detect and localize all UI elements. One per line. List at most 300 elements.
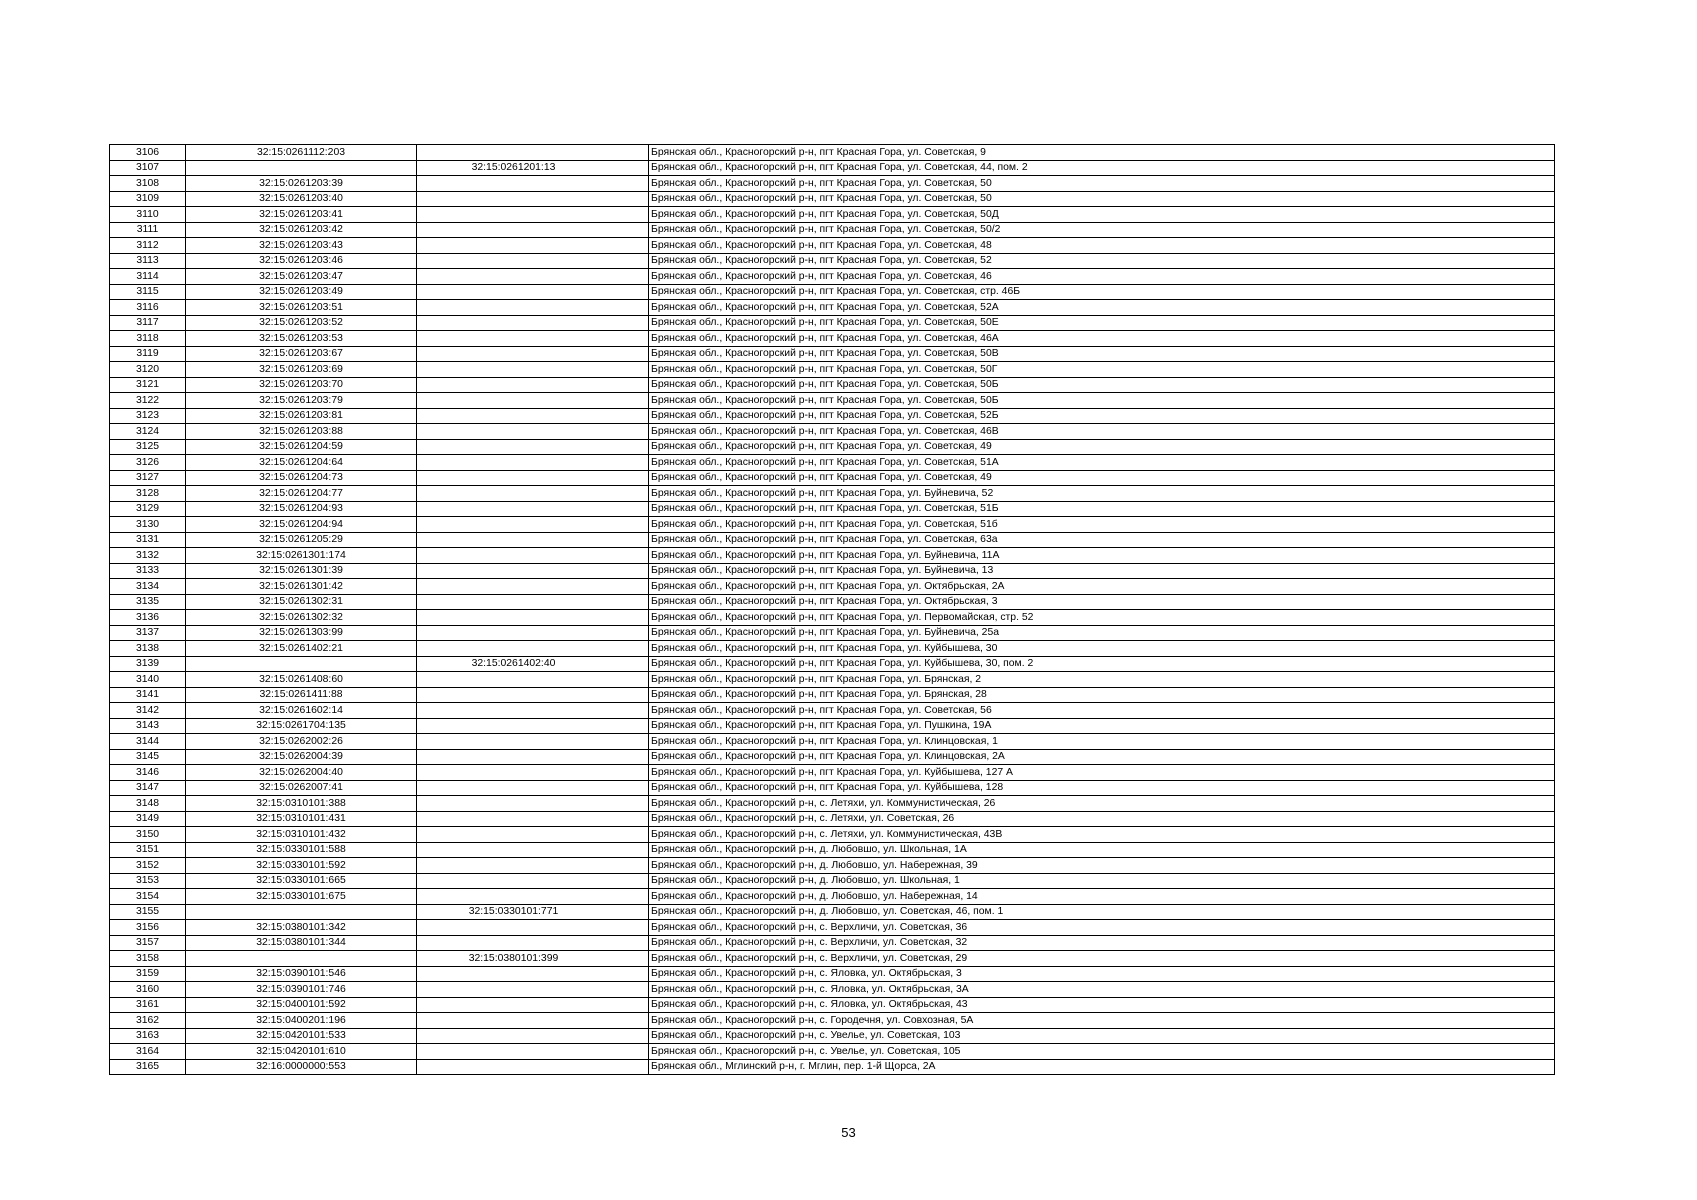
row-number-cell: 3139 — [110, 656, 186, 672]
address-cell: Брянская обл., Красногорский р-н, пгт Красная Гора, ул. Советская, 50 — [649, 176, 1555, 192]
table-row — [110, 904, 1555, 920]
premise-cadastral-number-cell — [417, 563, 649, 579]
premise-cadastral-number-cell — [417, 532, 649, 548]
row-number-cell: 3143 — [110, 718, 186, 734]
premise-cadastral-number-cell — [417, 346, 649, 362]
premise-cadastral-number-cell — [417, 641, 649, 657]
row-number-cell: 3142 — [110, 703, 186, 719]
address-cell: Брянская обл., Красногорский р-н, с. Верхличи, ул. Советская, 32 — [649, 935, 1555, 951]
table-row — [110, 284, 1555, 300]
premise-cadastral-number-cell — [417, 827, 649, 843]
premise-cadastral-number-cell — [417, 470, 649, 486]
table-row — [110, 703, 1555, 719]
table-row — [110, 269, 1555, 285]
cadastral-number-cell: 32:15:0261203:43 — [186, 238, 417, 254]
row-number-cell: 3120 — [110, 362, 186, 378]
address-cell: Брянская обл., Красногорский р-н, с. Летяхи, ул. Советская, 26 — [649, 811, 1555, 827]
table-row — [110, 858, 1555, 874]
table-row — [110, 982, 1555, 998]
row-number-cell: 3106 — [110, 145, 186, 161]
cadastral-number-cell: 32:15:0261203:69 — [186, 362, 417, 378]
premise-cadastral-number-cell: 32:15:0261201:13 — [417, 160, 649, 176]
table-row — [110, 145, 1555, 161]
registry-table — [109, 144, 1555, 1075]
table-row — [110, 532, 1555, 548]
address-cell: Брянская обл., Красногорский р-н, с. Летяхи, ул. Коммунистическая, 43В — [649, 827, 1555, 843]
row-number-cell: 3144 — [110, 734, 186, 750]
table-row — [110, 408, 1555, 424]
table-row — [110, 548, 1555, 564]
address-cell: Брянская обл., Красногорский р-н, пгт Красная Гора, ул. Советская, 51б — [649, 517, 1555, 533]
premise-cadastral-number-cell — [417, 269, 649, 285]
cadastral-number-cell: 32:15:0262004:40 — [186, 765, 417, 781]
row-number-cell: 3150 — [110, 827, 186, 843]
address-cell: Брянская обл., Красногорский р-н, пгт Красная Гора, ул. Советская, 50/2 — [649, 222, 1555, 238]
premise-cadastral-number-cell — [417, 935, 649, 951]
row-number-cell: 3134 — [110, 579, 186, 595]
table-row — [110, 563, 1555, 579]
cadastral-number-cell: 32:15:0261303:99 — [186, 625, 417, 641]
table-row — [110, 455, 1555, 471]
cadastral-number-cell: 32:15:0261203:67 — [186, 346, 417, 362]
row-number-cell: 3163 — [110, 1028, 186, 1044]
table-row — [110, 1044, 1555, 1060]
cadastral-number-cell: 32:15:0310101:432 — [186, 827, 417, 843]
cadastral-number-cell: 32:15:0261203:46 — [186, 253, 417, 269]
premise-cadastral-number-cell — [417, 749, 649, 765]
table-row — [110, 687, 1555, 703]
cadastral-number-cell: 32:15:0261302:32 — [186, 610, 417, 626]
address-cell: Брянская обл., Красногорский р-н, пгт Красная Гора, ул. Буйневича, 13 — [649, 563, 1555, 579]
row-number-cell: 3159 — [110, 966, 186, 982]
cadastral-number-cell: 32:15:0261203:88 — [186, 424, 417, 440]
row-number-cell: 3154 — [110, 889, 186, 905]
cadastral-number-cell: 32:15:0261203:81 — [186, 408, 417, 424]
cadastral-number-cell: 32:15:0261204:93 — [186, 501, 417, 517]
row-number-cell: 3156 — [110, 920, 186, 936]
table-row — [110, 160, 1555, 176]
page-number: 53 — [841, 1125, 856, 1140]
row-number-cell: 3110 — [110, 207, 186, 223]
cadastral-number-cell: 32:15:0262002:26 — [186, 734, 417, 750]
premise-cadastral-number-cell — [417, 687, 649, 703]
row-number-cell: 3160 — [110, 982, 186, 998]
premise-cadastral-number-cell — [417, 610, 649, 626]
premise-cadastral-number-cell — [417, 780, 649, 796]
address-cell: Брянская обл., Красногорский р-н, пгт Красная Гора, ул. Буйневича, 52 — [649, 486, 1555, 502]
address-cell: Брянская обл., Красногорский р-н, пгт Красная Гора, ул. Советская, 51А — [649, 455, 1555, 471]
address-cell: Брянская обл., Красногорский р-н, с. Верхличи, ул. Советская, 29 — [649, 951, 1555, 967]
table-row — [110, 346, 1555, 362]
table-row — [110, 625, 1555, 641]
row-number-cell: 3132 — [110, 548, 186, 564]
address-cell: Брянская обл., Красногорский р-н, д. Любовшо, ул. Набережная, 14 — [649, 889, 1555, 905]
premise-cadastral-number-cell — [417, 191, 649, 207]
address-cell: Брянская обл., Красногорский р-н, пгт Красная Гора, ул. Октябрьская, 3 — [649, 594, 1555, 610]
premise-cadastral-number-cell — [417, 873, 649, 889]
premise-cadastral-number-cell — [417, 377, 649, 393]
cadastral-number-cell: 32:15:0261301:39 — [186, 563, 417, 579]
row-number-cell: 3145 — [110, 749, 186, 765]
table-row — [110, 1059, 1555, 1075]
row-number-cell: 3152 — [110, 858, 186, 874]
cadastral-number-cell: 32:15:0261204:77 — [186, 486, 417, 502]
row-number-cell: 3149 — [110, 811, 186, 827]
row-number-cell: 3141 — [110, 687, 186, 703]
address-cell: Брянская обл., Красногорский р-н, пгт Красная Гора, ул. Советская, 50Г — [649, 362, 1555, 378]
table-row — [110, 377, 1555, 393]
address-cell: Брянская обл., Красногорский р-н, пгт Красная Гора, ул. Советская, 50 — [649, 191, 1555, 207]
row-number-cell: 3123 — [110, 408, 186, 424]
premise-cadastral-number-cell — [417, 718, 649, 734]
cadastral-number-cell: 32:15:0330101:588 — [186, 842, 417, 858]
cadastral-number-cell: 32:15:0261402:21 — [186, 641, 417, 657]
table-row — [110, 796, 1555, 812]
address-cell: Брянская обл., Красногорский р-н, пгт Красная Гора, ул. Советская, 50Е — [649, 315, 1555, 331]
cadastral-number-cell: 32:15:0261408:60 — [186, 672, 417, 688]
table-row — [110, 1028, 1555, 1044]
row-number-cell: 3162 — [110, 1013, 186, 1029]
address-cell: Брянская обл., Красногорский р-н, с. Летяхи, ул. Коммунистическая, 26 — [649, 796, 1555, 812]
row-number-cell: 3153 — [110, 873, 186, 889]
premise-cadastral-number-cell — [417, 889, 649, 905]
address-cell: Брянская обл., Красногорский р-н, пгт Красная Гора, ул. Советская, 52Б — [649, 408, 1555, 424]
address-cell: Брянская обл., Красногорский р-н, с. Яловка, ул. Октябрьская, 43 — [649, 997, 1555, 1013]
table-row — [110, 517, 1555, 533]
premise-cadastral-number-cell — [417, 393, 649, 409]
table-row — [110, 331, 1555, 347]
cadastral-number-cell: 32:15:0261203:70 — [186, 377, 417, 393]
row-number-cell: 3133 — [110, 563, 186, 579]
row-number-cell: 3131 — [110, 532, 186, 548]
cadastral-number-cell: 32:15:0261204:73 — [186, 470, 417, 486]
premise-cadastral-number-cell — [417, 858, 649, 874]
table-row — [110, 300, 1555, 316]
table-row — [110, 889, 1555, 905]
cadastral-number-cell: 32:15:0390101:746 — [186, 982, 417, 998]
row-number-cell: 3158 — [110, 951, 186, 967]
address-cell: Брянская обл., Красногорский р-н, пгт Красная Гора, ул. Октябрьская, 2А — [649, 579, 1555, 595]
cadastral-number-cell: 32:15:0261203:42 — [186, 222, 417, 238]
address-cell: Брянская обл., Красногорский р-н, пгт Красная Гора, ул. Советская, 52 — [649, 253, 1555, 269]
address-cell: Брянская обл., Красногорский р-н, пгт Красная Гора, ул. Куйбышева, 127 А — [649, 765, 1555, 781]
cadastral-number-cell: 32:15:0261204:64 — [186, 455, 417, 471]
table-row — [110, 191, 1555, 207]
premise-cadastral-number-cell — [417, 920, 649, 936]
cadastral-number-cell: 32:15:0262004:39 — [186, 749, 417, 765]
premise-cadastral-number-cell — [417, 222, 649, 238]
row-number-cell: 3148 — [110, 796, 186, 812]
address-cell: Брянская обл., Красногорский р-н, д. Любовшо, ул. Школьная, 1А — [649, 842, 1555, 858]
premise-cadastral-number-cell — [417, 501, 649, 517]
cadastral-number-cell: 32:15:0261302:31 — [186, 594, 417, 610]
row-number-cell: 3151 — [110, 842, 186, 858]
address-cell: Брянская обл., Красногорский р-н, с. Увелье, ул. Советская, 105 — [649, 1044, 1555, 1060]
cadastral-number-cell: 32:15:0420101:533 — [186, 1028, 417, 1044]
address-cell: Брянская обл., Красногорский р-н, пгт Красная Гора, ул. Советская, 48 — [649, 238, 1555, 254]
premise-cadastral-number-cell — [417, 253, 649, 269]
cadastral-number-cell: 32:15:0261205:29 — [186, 532, 417, 548]
cadastral-number-cell: 32:15:0261203:39 — [186, 176, 417, 192]
premise-cadastral-number-cell — [417, 842, 649, 858]
table-row — [110, 641, 1555, 657]
table-row — [110, 610, 1555, 626]
address-cell: Брянская обл., Красногорский р-н, пгт Красная Гора, ул. Советская, 52А — [649, 300, 1555, 316]
premise-cadastral-number-cell — [417, 594, 649, 610]
premise-cadastral-number-cell — [417, 548, 649, 564]
cadastral-number-cell: 32:15:0420101:610 — [186, 1044, 417, 1060]
address-cell: Брянская обл., Красногорский р-н, пгт Красная Гора, ул. Советская, 9 — [649, 145, 1555, 161]
row-number-cell: 3130 — [110, 517, 186, 533]
cadastral-number-cell — [186, 951, 417, 967]
cadastral-number-cell: 32:16:0000000:553 — [186, 1059, 417, 1075]
address-cell: Брянская обл., Красногорский р-н, д. Любовшо, ул. Советская, 46, пом. 1 — [649, 904, 1555, 920]
table-row — [110, 842, 1555, 858]
premise-cadastral-number-cell — [417, 284, 649, 300]
premise-cadastral-number-cell — [417, 486, 649, 502]
row-number-cell: 3126 — [110, 455, 186, 471]
table-row — [110, 873, 1555, 889]
cadastral-number-cell: 32:15:0380101:342 — [186, 920, 417, 936]
table-row — [110, 501, 1555, 517]
premise-cadastral-number-cell — [417, 145, 649, 161]
row-number-cell: 3111 — [110, 222, 186, 238]
address-cell: Брянская обл., Красногорский р-н, пгт Красная Гора, ул. Куйбышева, 30 — [649, 641, 1555, 657]
premise-cadastral-number-cell — [417, 176, 649, 192]
table-row — [110, 672, 1555, 688]
cadastral-number-cell — [186, 656, 417, 672]
address-cell: Брянская обл., Красногорский р-н, пгт Красная Гора, ул. Советская, 63а — [649, 532, 1555, 548]
row-number-cell: 3108 — [110, 176, 186, 192]
table-row — [110, 579, 1555, 595]
address-cell: Брянская обл., Мглинский р-н, г. Мглин, пер. 1-й Щорса, 2А — [649, 1059, 1555, 1075]
table-row — [110, 935, 1555, 951]
address-cell: Брянская обл., Красногорский р-н, пгт Красная Гора, ул. Советская, 50Б — [649, 377, 1555, 393]
table-row — [110, 362, 1555, 378]
premise-cadastral-number-cell — [417, 765, 649, 781]
address-cell: Брянская обл., Красногорский р-н, пгт Красная Гора, ул. Советская, 56 — [649, 703, 1555, 719]
cadastral-number-cell: 32:15:0261112:203 — [186, 145, 417, 161]
table-row — [110, 718, 1555, 734]
row-number-cell: 3146 — [110, 765, 186, 781]
row-number-cell: 3164 — [110, 1044, 186, 1060]
address-cell: Брянская обл., Красногорский р-н, с. Увелье, ул. Советская, 103 — [649, 1028, 1555, 1044]
table-row — [110, 486, 1555, 502]
cadastral-number-cell: 32:15:0261203:52 — [186, 315, 417, 331]
table-row — [110, 315, 1555, 331]
premise-cadastral-number-cell — [417, 517, 649, 533]
address-cell: Брянская обл., Красногорский р-н, с. Яловка, ул. Октябрьская, 3 — [649, 966, 1555, 982]
premise-cadastral-number-cell — [417, 1028, 649, 1044]
table-row — [110, 827, 1555, 843]
table-row — [110, 811, 1555, 827]
premise-cadastral-number-cell — [417, 300, 649, 316]
cadastral-number-cell: 32:15:0261602:14 — [186, 703, 417, 719]
table-row — [110, 780, 1555, 796]
premise-cadastral-number-cell — [417, 207, 649, 223]
premise-cadastral-number-cell — [417, 625, 649, 641]
premise-cadastral-number-cell: 32:15:0380101:399 — [417, 951, 649, 967]
table-row — [110, 238, 1555, 254]
address-cell: Брянская обл., Красногорский р-н, пгт Красная Гора, ул. Советская, 50Б — [649, 393, 1555, 409]
row-number-cell: 3155 — [110, 904, 186, 920]
table-row — [110, 424, 1555, 440]
cadastral-number-cell: 32:15:0261203:53 — [186, 331, 417, 347]
row-number-cell: 3137 — [110, 625, 186, 641]
address-cell: Брянская обл., Красногорский р-н, пгт Красная Гора, ул. Куйбышева, 30, пом. 2 — [649, 656, 1555, 672]
address-cell: Брянская обл., Красногорский р-н, пгт Красная Гора, ул. Советская, стр. 46Б — [649, 284, 1555, 300]
registry-body — [110, 145, 1555, 1075]
table-row — [110, 439, 1555, 455]
premise-cadastral-number-cell — [417, 982, 649, 998]
cadastral-number-cell: 32:15:0261203:49 — [186, 284, 417, 300]
cadastral-number-cell: 32:15:0261301:174 — [186, 548, 417, 564]
address-cell: Брянская обл., Красногорский р-н, пгт Красная Гора, ул. Советская, 46А — [649, 331, 1555, 347]
address-cell: Брянская обл., Красногорский р-н, пгт Красная Гора, ул. Брянская, 2 — [649, 672, 1555, 688]
cadastral-number-cell: 32:15:0400201:196 — [186, 1013, 417, 1029]
row-number-cell: 3112 — [110, 238, 186, 254]
premise-cadastral-number-cell — [417, 796, 649, 812]
address-cell: Брянская обл., Красногорский р-н, пгт Красная Гора, ул. Буйневича, 11А — [649, 548, 1555, 564]
row-number-cell: 3124 — [110, 424, 186, 440]
cadastral-number-cell: 32:15:0261301:42 — [186, 579, 417, 595]
cadastral-number-cell: 32:15:0261203:47 — [186, 269, 417, 285]
cadastral-number-cell — [186, 904, 417, 920]
table-row — [110, 920, 1555, 936]
cadastral-number-cell: 32:15:0261203:79 — [186, 393, 417, 409]
premise-cadastral-number-cell — [417, 672, 649, 688]
premise-cadastral-number-cell — [417, 1044, 649, 1060]
table-row — [110, 594, 1555, 610]
address-cell: Брянская обл., Красногорский р-н, пгт Красная Гора, ул. Клинцовская, 1 — [649, 734, 1555, 750]
table-row — [110, 765, 1555, 781]
premise-cadastral-number-cell — [417, 439, 649, 455]
table-row — [110, 656, 1555, 672]
row-number-cell: 3127 — [110, 470, 186, 486]
cadastral-number-cell: 32:15:0330101:665 — [186, 873, 417, 889]
address-cell: Брянская обл., Красногорский р-н, пгт Красная Гора, ул. Советская, 46 — [649, 269, 1555, 285]
row-number-cell: 3165 — [110, 1059, 186, 1075]
row-number-cell: 3135 — [110, 594, 186, 610]
premise-cadastral-number-cell — [417, 331, 649, 347]
cadastral-number-cell: 32:15:0261203:51 — [186, 300, 417, 316]
row-number-cell: 3125 — [110, 439, 186, 455]
row-number-cell: 3161 — [110, 997, 186, 1013]
table-row — [110, 951, 1555, 967]
row-number-cell: 3138 — [110, 641, 186, 657]
row-number-cell: 3109 — [110, 191, 186, 207]
cadastral-number-cell: 32:15:0261203:41 — [186, 207, 417, 223]
row-number-cell: 3121 — [110, 377, 186, 393]
row-number-cell: 3117 — [110, 315, 186, 331]
premise-cadastral-number-cell — [417, 408, 649, 424]
premise-cadastral-number-cell — [417, 997, 649, 1013]
premise-cadastral-number-cell — [417, 579, 649, 595]
table-row — [110, 749, 1555, 765]
address-cell: Брянская обл., Красногорский р-н, пгт Красная Гора, ул. Клинцовская, 2А — [649, 749, 1555, 765]
cadastral-number-cell: 32:15:0330101:592 — [186, 858, 417, 874]
row-number-cell: 3157 — [110, 935, 186, 951]
table-row — [110, 966, 1555, 982]
address-cell: Брянская обл., Красногорский р-н, пгт Красная Гора, ул. Советская, 51Б — [649, 501, 1555, 517]
cadastral-number-cell: 32:15:0330101:675 — [186, 889, 417, 905]
cadastral-number-cell: 32:15:0400101:592 — [186, 997, 417, 1013]
row-number-cell: 3114 — [110, 269, 186, 285]
premise-cadastral-number-cell: 32:15:0330101:771 — [417, 904, 649, 920]
address-cell: Брянская обл., Красногорский р-н, пгт Красная Гора, ул. Куйбышева, 128 — [649, 780, 1555, 796]
address-cell: Брянская обл., Красногорский р-н, пгт Красная Гора, ул. Первомайская, стр. 52 — [649, 610, 1555, 626]
cadastral-number-cell — [186, 160, 417, 176]
table-row — [110, 207, 1555, 223]
table-row — [110, 470, 1555, 486]
cadastral-number-cell: 32:15:0310101:431 — [186, 811, 417, 827]
cadastral-number-cell: 32:15:0390101:546 — [186, 966, 417, 982]
premise-cadastral-number-cell — [417, 703, 649, 719]
row-number-cell: 3116 — [110, 300, 186, 316]
row-number-cell: 3147 — [110, 780, 186, 796]
address-cell: Брянская обл., Красногорский р-н, д. Любовшо, ул. Школьная, 1 — [649, 873, 1555, 889]
premise-cadastral-number-cell — [417, 455, 649, 471]
row-number-cell: 3140 — [110, 672, 186, 688]
row-number-cell: 3118 — [110, 331, 186, 347]
row-number-cell: 3113 — [110, 253, 186, 269]
cadastral-number-cell: 32:15:0261203:40 — [186, 191, 417, 207]
table-row — [110, 734, 1555, 750]
address-cell: Брянская обл., Красногорский р-н, пгт Красная Гора, ул. Пушкина, 19А — [649, 718, 1555, 734]
address-cell: Брянская обл., Красногорский р-н, с. Городечня, ул. Совхозная, 5А — [649, 1013, 1555, 1029]
premise-cadastral-number-cell — [417, 811, 649, 827]
table-row — [110, 997, 1555, 1013]
row-number-cell: 3107 — [110, 160, 186, 176]
cadastral-number-cell: 32:15:0261204:59 — [186, 439, 417, 455]
row-number-cell: 3115 — [110, 284, 186, 300]
table-row — [110, 253, 1555, 269]
row-number-cell: 3136 — [110, 610, 186, 626]
address-cell: Брянская обл., Красногорский р-н, пгт Красная Гора, ул. Советская, 44, пом. 2 — [649, 160, 1555, 176]
address-cell: Брянская обл., Красногорский р-н, с. Яловка, ул. Октябрьская, 3А — [649, 982, 1555, 998]
row-number-cell: 3128 — [110, 486, 186, 502]
premise-cadastral-number-cell — [417, 734, 649, 750]
cadastral-number-cell: 32:15:0262007:41 — [186, 780, 417, 796]
premise-cadastral-number-cell — [417, 424, 649, 440]
table-row — [110, 176, 1555, 192]
cadastral-number-cell: 32:15:0261704:135 — [186, 718, 417, 734]
table-row — [110, 222, 1555, 238]
address-cell: Брянская обл., Красногорский р-н, пгт Красная Гора, ул. Советская, 50В — [649, 346, 1555, 362]
premise-cadastral-number-cell: 32:15:0261402:40 — [417, 656, 649, 672]
cadastral-number-cell: 32:15:0310101:388 — [186, 796, 417, 812]
cadastral-number-cell: 32:15:0261411:88 — [186, 687, 417, 703]
address-cell: Брянская обл., Красногорский р-н, д. Любовшо, ул. Набережная, 39 — [649, 858, 1555, 874]
row-number-cell: 3129 — [110, 501, 186, 517]
premise-cadastral-number-cell — [417, 966, 649, 982]
address-cell: Брянская обл., Красногорский р-н, пгт Красная Гора, ул. Буйневича, 25а — [649, 625, 1555, 641]
row-number-cell: 3119 — [110, 346, 186, 362]
address-cell: Брянская обл., Красногорский р-н, пгт Красная Гора, ул. Советская, 49 — [649, 439, 1555, 455]
table-row — [110, 1013, 1555, 1029]
cadastral-number-cell: 32:15:0261204:94 — [186, 517, 417, 533]
row-number-cell: 3122 — [110, 393, 186, 409]
address-cell: Брянская обл., Красногорский р-н, пгт Красная Гора, ул. Советская, 46В — [649, 424, 1555, 440]
premise-cadastral-number-cell — [417, 238, 649, 254]
cadastral-number-cell: 32:15:0380101:344 — [186, 935, 417, 951]
address-cell: Брянская обл., Красногорский р-н, пгт Красная Гора, ул. Советская, 49 — [649, 470, 1555, 486]
address-cell: Брянская обл., Красногорский р-н, пгт Красная Гора, ул. Брянская, 28 — [649, 687, 1555, 703]
address-cell: Брянская обл., Красногорский р-н, с. Верхличи, ул. Советская, 36 — [649, 920, 1555, 936]
address-cell: Брянская обл., Красногорский р-н, пгт Красная Гора, ул. Советская, 50Д — [649, 207, 1555, 223]
premise-cadastral-number-cell — [417, 315, 649, 331]
premise-cadastral-number-cell — [417, 1059, 649, 1075]
